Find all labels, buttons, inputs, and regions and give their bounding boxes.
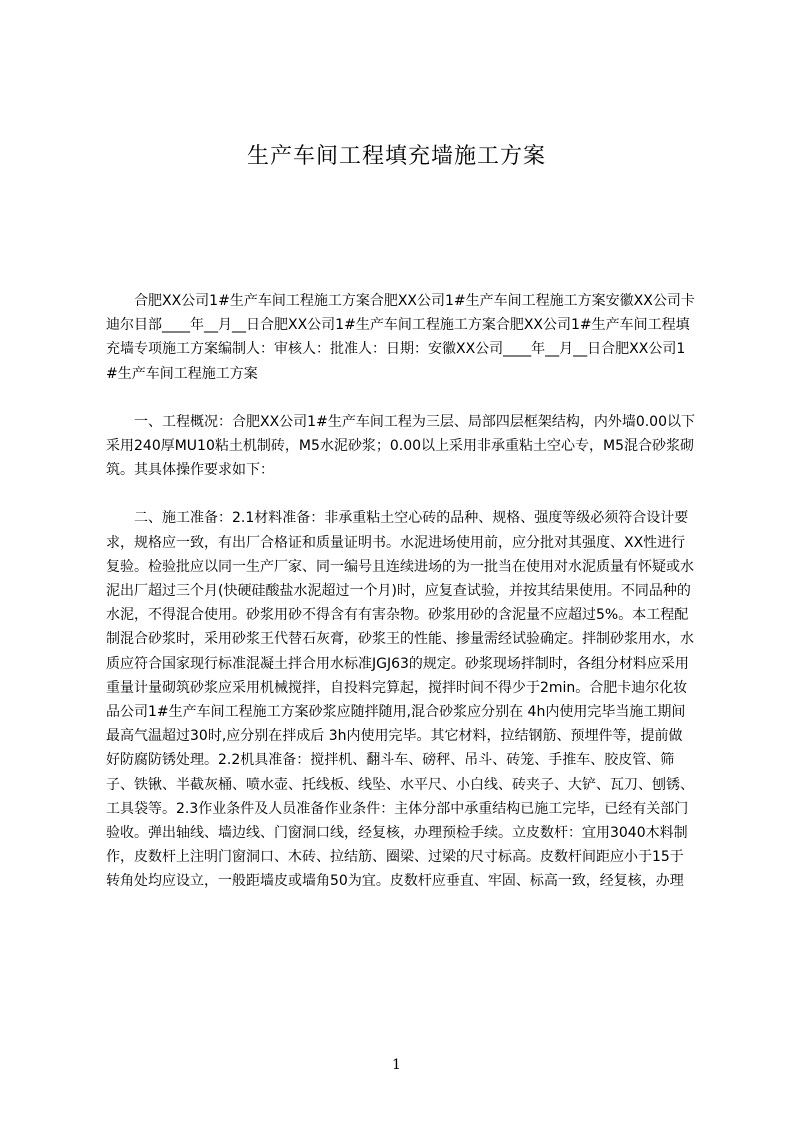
page-number: 1 <box>392 1057 401 1073</box>
paragraph-construction-preparation: 二、施工准备：2.1材料准备：非承重粘土空心砖的品种、规格、强度等级必须符合设计要求，规格应一致，有出厂合格证和质量证明书。水泥进场使用前，应分批对其强度、XX性进行复验。检验批应以同一生产厂家、同一编号且连续进场的为一批当在使用对水泥质量有怀疑或水泥出厂超过三个月(快硬硅酸盐水泥超过一个月)时，应复查试验，并按其结果使用。不同品种的水泥，不得混合使用。砂浆用砂不得含有有害杂物。砂浆用砂的含泥量不应超过5%。本工程配制混合砂浆时，采用砂浆王代替石灰膏，砂浆王的性能、掺量需经试验确定。拌制砂浆用水，水质应符合国家现行标准混凝土拌合用水标准JGJ63的规定。砂浆现场拌制时，各组分材料应采用重量计量砌筑砂浆应采用机械搅拌，自投料完算起，搅拌时间不得少于2min。合肥卡迪尔化妆品公司1#生产车间工程施工方案砂浆应随拌随用,混合砂浆应分别在 4h内使用完毕当施工期间最高气温超过30时,应分别在拌成后 3h内使用完毕。其它材料，拉结钢筋、预埋件等，提前做好防腐防锈处理。2.2机具准备：搅拌机、翻斗车、磅秤、吊斗、砖笼、手推车、胶皮管、筛子、铁锹、半截灰桶、喷水壶、托线板、线坠、水平尺、小白线、砖夹子、大铲、瓦刀、刨锈、工具袋等。2.3作业条件及人员准备作业条件：主体分部中承重结构已施工完毕，已经有关部门验收。弹出轴线、墙边线、门窗洞口线，经复核，办理预检手续。立皮数杆：宜用3040木料制作，皮数杆上注明门窗洞口、木砖、拉结筋、圈梁、过梁的尺寸标高。皮数杆间距应小于15于转角处均应设立，一般距墙皮或墙角50为宜。皮数杆应垂直、牢固、标高一致，经复核，办理 <box>106 510 694 890</box>
paragraph-project-overview: 一、工程概况：合肥XX公司1#生产车间工程为三层、局部四层框架结构，内外墙0.00以下采用240厚MU10粘土机制砖，M5水泥砂浆；0.00以上采用非承重粘土空心专，M5混合砂浆砌筑。其具体操作要求如下： <box>106 413 695 479</box>
document-title: 生产车间工程填充墙施工方案 <box>246 144 546 169</box>
paragraph-header-info: 合肥XX公司1#生产车间工程施工方案合肥XX公司1#生产车间工程施工方案安徽XX公司卡迪尔目部____年__月__日合肥XX公司1#生产车间工程施工方案合肥XX公司1#生产车间工程填充墙专项施工方案编制人：审核人：批准人：日期：安徽XX公司____年__月__日合肥XX公司1#生产车间工程施工方案 <box>106 293 695 382</box>
document-body <box>106 289 696 894</box>
